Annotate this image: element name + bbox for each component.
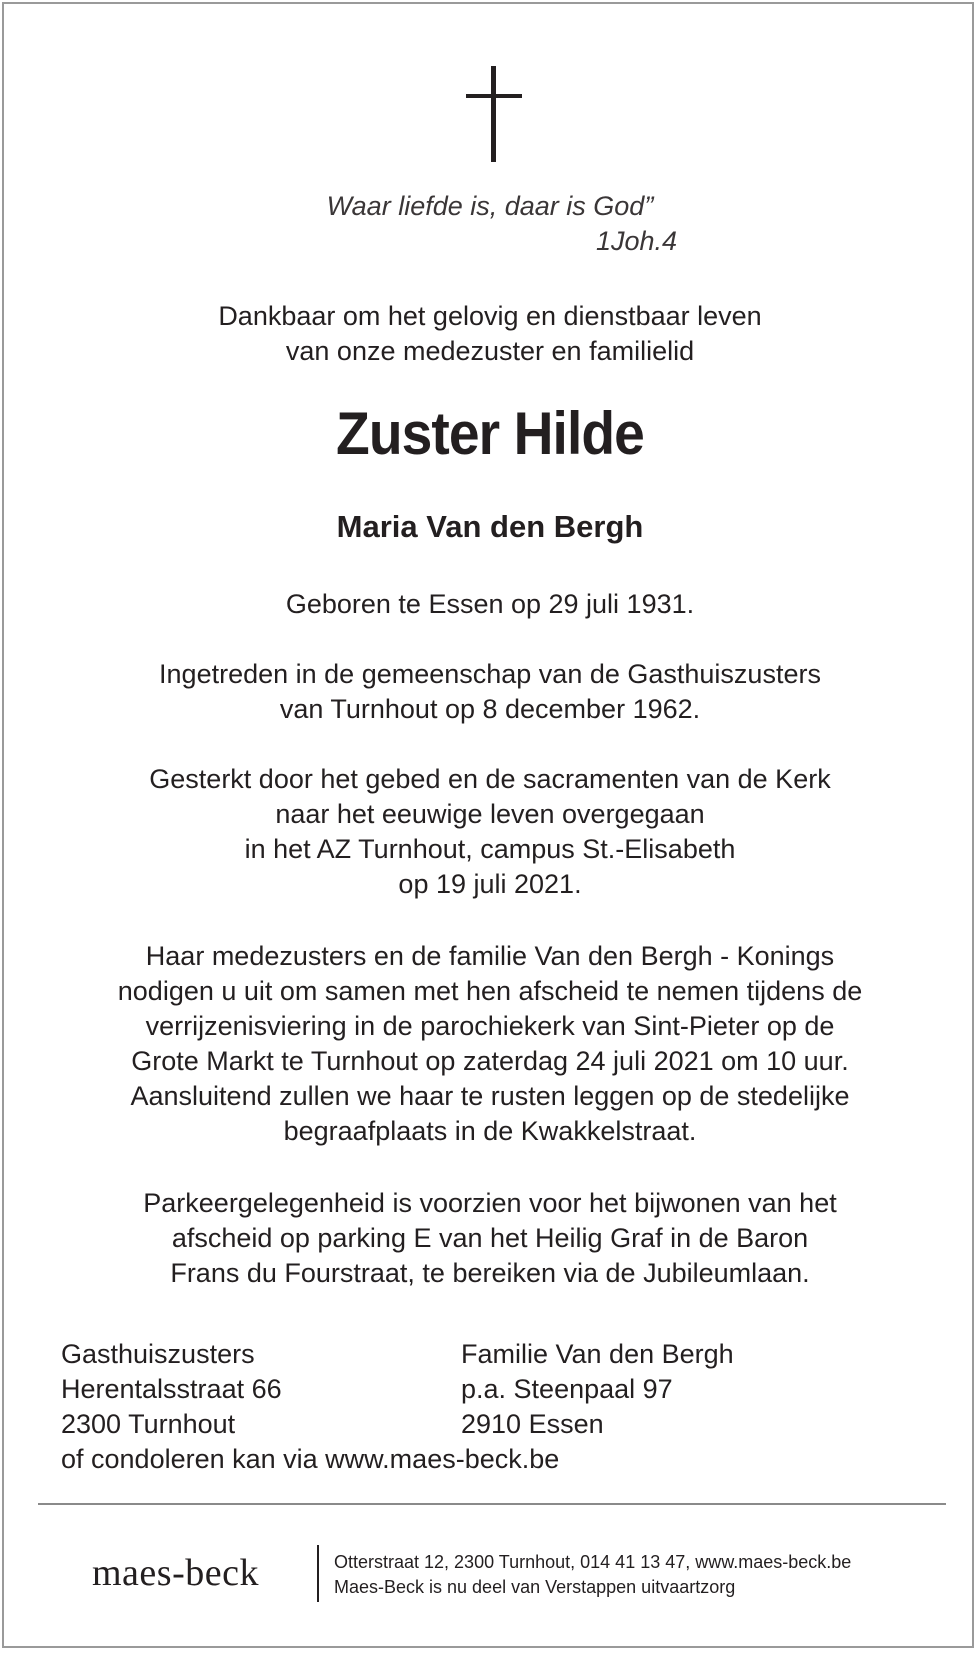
parking-text: Parkeergelegenheid is voorzien voor het bijwonen van het afscheid op parking E van het Heilig Graf in de Baron Frans du Fourstraat, te bereiken via de Jubileumlaan. xyxy=(143,1188,837,1288)
footer-divider xyxy=(38,1503,946,1505)
religious-name: Zuster Hilde xyxy=(336,400,644,467)
intro-text: Dankbaar om het gelovig en dienstbaar leven van onze medezuster en familielid xyxy=(218,301,762,366)
birth-text: Geboren te Essen op 29 juli 1931. xyxy=(285,589,695,619)
footer-contact: Otterstraat 12, 2300 Turnhout, 014 41 13 47, www.maes-beck.be xyxy=(334,1552,852,1572)
quote-reference: 1Joh.4 xyxy=(596,226,678,256)
address-left: Gasthuiszusters Herentalsstraat 66 2300 Turnhout of condoleren kan via www.maes-beck.be xyxy=(61,1339,560,1474)
logo-separator xyxy=(317,1545,319,1602)
invitation-text: Haar medezusters en de familie Van den Bergh - Konings nodigen u uit om samen met hen afscheid te nemen tijdens de verrijzenisviering in de parochiekerk van Sint-Pieter op de Grote Markt te Turnhout op zaterdag 24 juli 2021 om 10 uur. Aansluitend zullen we haar te rusten leggen op de stedelijke begraafplaats in de Kwakkelstraat. xyxy=(117,941,863,1146)
passed-text: Gesterkt door het gebed en de sacramenten van de Kerk naar het eeuwige leven overgegaan in het AZ Turnhout, campus St.-Elisabeth op 19 juli 2021. xyxy=(149,764,831,899)
obituary-card xyxy=(2,2,974,1648)
address-right: Familie Van den Bergh p.a. Steenpaal 97 2910 Essen xyxy=(461,1339,734,1439)
quote-text: Waar liefde is, daar is God” xyxy=(326,191,654,221)
cross-icon xyxy=(466,66,522,162)
entered-text: Ingetreden in de gemeenschap van de Gasthuiszusters van Turnhout op 8 december 1962. xyxy=(159,659,821,724)
civil-name: Maria Van den Bergh xyxy=(336,509,644,544)
maes-beck-logo: maes-beck xyxy=(92,1552,259,1594)
footer-note: Maes-Beck is nu deel van Verstappen uitvaartzorg xyxy=(334,1577,736,1597)
